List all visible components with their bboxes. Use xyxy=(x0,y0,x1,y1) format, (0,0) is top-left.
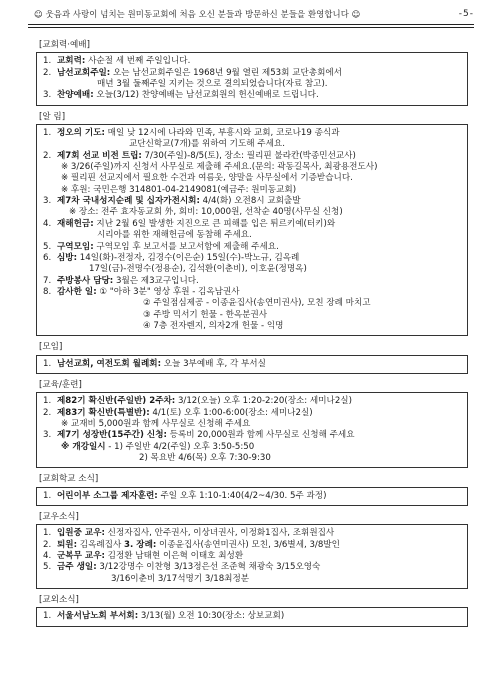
item-text xyxy=(57,128,461,139)
item-text xyxy=(57,551,461,562)
item-number: 4. xyxy=(43,218,52,229)
section-title: [교회학교 소식] xyxy=(39,474,99,485)
list-item xyxy=(43,611,461,622)
content xyxy=(36,40,468,633)
section-meetings xyxy=(36,342,468,374)
item-body: 4/1(토) 오후 1:00-6:00(장소: 세미나2실) xyxy=(149,407,313,418)
item-text xyxy=(57,528,461,539)
item-note: ※ 교재비 5,000원과 함께 사무실로 신청해 주세요 xyxy=(61,418,251,429)
section-title: [알 림] xyxy=(39,111,66,122)
item-number: 4. xyxy=(43,551,52,562)
list-item xyxy=(43,56,461,67)
item-body: 4/4(화) 오전8시 교회출발 xyxy=(199,196,301,207)
section-box xyxy=(36,124,468,336)
list-item xyxy=(43,396,461,407)
item-text xyxy=(57,396,461,407)
list-item xyxy=(43,430,461,441)
thanks-line: ③ 주방 믹서기 헌물 - 한옥분권사 xyxy=(143,309,268,320)
list-item xyxy=(43,562,461,573)
item-body: 주일 오후 1:10-1:40(4/2~4/30. 5주 과정) xyxy=(157,490,327,501)
item-body: 신정자집사, 안주권사, 이상녀권사, 이정화1집사, 조휘원집사 xyxy=(104,528,335,539)
item-continuation: 시리아를 위한 재해헌금에 동참해 주세요. xyxy=(97,230,252,241)
item-label: 심방: xyxy=(57,252,78,263)
item-number: 1. xyxy=(43,56,52,67)
item-label: 제7회 선교 비전 트립: xyxy=(57,150,142,161)
item-number: 7. xyxy=(43,275,52,286)
thanks-line: ① "아하 3분" 영상 후원 - 김옥남권사 xyxy=(99,286,240,297)
item-label: 주방봉사 담당: xyxy=(57,275,114,286)
section-box xyxy=(36,355,468,374)
item-note: ※ 장소: 전주 효자동교회 外, 회비: 10,000원, 선착순 40명(사무실 신청) xyxy=(69,207,343,218)
item-label: 3. 장례: xyxy=(124,539,157,550)
section-title: [교육/훈련] xyxy=(39,379,82,390)
thanks-line: ④ 7층 전자렌지, 의자2개 헌물 - 익명 xyxy=(143,320,284,331)
item-continuation: 매년 3월 둘째주일 지키는 것으로 결의되었습니다(자료 참고). xyxy=(97,79,328,90)
list-item xyxy=(43,276,461,287)
item-number: 3. xyxy=(43,196,52,207)
item-body: 오늘 3부예배 후, 각 부서실 xyxy=(161,358,266,369)
item-text xyxy=(57,287,461,298)
item-body: 구역모임 후 보고서를 보고서함에 제출해 주세요. xyxy=(93,241,279,252)
item-text xyxy=(57,219,461,230)
item-label: 남선교회주일: xyxy=(57,67,111,78)
item-body: 오늘(3/12) 찬양예배는 남선교회원의 헌신예배로 드립니다. xyxy=(93,90,319,101)
section-education xyxy=(36,380,468,468)
item-number: 2. xyxy=(43,407,52,418)
list-item xyxy=(43,287,461,298)
item-number: 1. xyxy=(43,358,52,369)
list-item xyxy=(43,196,461,207)
item-number: 3. xyxy=(43,90,52,101)
schedule-line xyxy=(61,442,461,453)
item-label: 구역모임: xyxy=(57,241,94,252)
item-text xyxy=(57,430,461,441)
header-rule-top xyxy=(28,24,474,25)
item-body: 사순절 세 번째 주일입니다. xyxy=(85,56,191,67)
item-text xyxy=(57,408,461,419)
section-title: [교외소식] xyxy=(39,595,79,606)
item-text xyxy=(57,611,461,622)
item-text xyxy=(57,196,461,207)
item-label: 군복무 교우: xyxy=(57,551,105,562)
list-item xyxy=(43,408,461,419)
section-title: [교우소식] xyxy=(39,512,79,523)
item-number: 2. xyxy=(43,150,52,161)
item-label: 서울서남노회 부서회: xyxy=(57,611,139,622)
section-box xyxy=(36,607,468,626)
list-item xyxy=(43,68,461,79)
list-item xyxy=(43,242,461,253)
item-text xyxy=(57,540,461,551)
header-rule-bottom xyxy=(28,27,474,28)
list-item xyxy=(43,491,461,502)
item-label: 제7기 성장반(15주간) 신청: xyxy=(57,430,167,441)
item-text xyxy=(57,56,461,67)
item-note: ※ 3/26(주일)까지 신청서 사무실로 제출해 주세요.(문의: 곽동길목사, 최광용전도사) xyxy=(61,162,378,173)
item-number: 1. xyxy=(43,128,52,139)
item-number: 1. xyxy=(43,490,52,501)
item-label: 제82기 확신반(주일반) 2주차: xyxy=(57,396,176,407)
header-title: ☺ 웃음과 사랑이 넘치는 원미동교회에 처음 오신 분들과 방문하신 분들을 환영합니다 ☺ xyxy=(34,9,361,20)
schedule-label: ※ 개강일시 xyxy=(61,441,106,452)
item-body: 지난 2월 6일 발생한 지진으로 큰 피해를 입은 튀르키예(터키)와 xyxy=(93,218,336,229)
page-number: -5- xyxy=(458,9,474,19)
section-outside xyxy=(36,595,468,627)
item-continuation: 교단신학교(7개)를 위하여 기도해 주세요. xyxy=(129,139,285,150)
item-label: 제83기 확신반(특별반): xyxy=(57,407,150,418)
item-text xyxy=(57,68,461,79)
item-body: 3/12(오늘) 오후 1:20-2:20(장소: 세미나2실) xyxy=(175,396,352,407)
item-body: 이종윤집사(송연미권사) 모친, 3/6별세, 3/8발인 xyxy=(156,539,340,550)
list-item xyxy=(43,253,461,264)
item-continuation: 17일(금)-전명수(정용순), 김석환(이춘비), 이호윤(정명옥) xyxy=(89,264,307,275)
item-body: 등록비 20,000원과 함께 사무실로 신청해 주세요 xyxy=(166,430,355,441)
section-notices xyxy=(36,112,468,337)
schedule-item: - 1) 주일반 4/2(주일) 오후 3:50-5:50 xyxy=(108,441,255,452)
list-item xyxy=(43,540,461,551)
item-body: 3월은 제3교구입니다. xyxy=(113,275,199,286)
item-number: 1. xyxy=(43,611,52,622)
item-number: 5. xyxy=(43,562,52,573)
item-body: 3/13(월) 오전 10:30(장소: 상보교회) xyxy=(138,611,285,622)
item-note: ※ 필리핀 선교지에서 필요한 수건과 여름옷, 양말을 사무실에서 기증받습니다. xyxy=(61,173,353,184)
item-number: 2. xyxy=(43,539,52,550)
section-school xyxy=(36,474,468,506)
item-note: ※ 후원: 국민은행 314801-04-2149081(예금주: 원미동교회) xyxy=(61,184,297,195)
item-number: 5. xyxy=(43,241,52,252)
section-title: [교회력·예배] xyxy=(39,40,90,50)
section-calendar xyxy=(36,40,468,106)
item-label: 어린이부 소그룹 제자훈련: xyxy=(57,490,158,501)
list-item xyxy=(43,528,461,539)
list-item xyxy=(43,128,461,139)
list-item xyxy=(43,90,461,101)
item-number: 1. xyxy=(43,528,52,539)
item-label: 금주 생일: xyxy=(57,562,97,573)
section-members xyxy=(36,512,468,589)
page-header xyxy=(34,9,474,21)
thanks-line: ② 주일점심제공 - 이종윤집사(송연미권사), 모친 장례 마치고 xyxy=(143,298,371,309)
item-number: 6. xyxy=(43,252,52,263)
item-continuation: 3/16이춘비 3/17석명기 3/18최정분 xyxy=(111,573,250,584)
item-label: 정오의 기도: xyxy=(57,128,105,139)
item-label: 퇴원: xyxy=(57,539,78,550)
item-text xyxy=(57,90,461,101)
list-item xyxy=(43,359,461,370)
item-text xyxy=(57,562,461,573)
section-box xyxy=(36,487,468,506)
item-body: 김옥례집사 xyxy=(77,539,125,550)
schedule-item: 2) 목요반 4/6(목) 오후 7:30-9:30 xyxy=(139,453,271,463)
item-number: 8. xyxy=(43,286,52,297)
item-text xyxy=(57,276,461,287)
item-number: 3. xyxy=(43,430,52,441)
item-text xyxy=(57,491,461,502)
item-body: 14일(화)-전정자, 김경수(이은순) 15일(수)-박노규, 김옥례 xyxy=(77,252,300,263)
item-body: 3/12강명수 이찬형 3/13정은선 조준혁 채광숙 3/15오영숙 xyxy=(96,562,321,573)
item-number: 2. xyxy=(43,67,52,78)
list-item xyxy=(43,151,461,162)
item-label: 찬양예배: xyxy=(57,90,94,101)
item-body: 7/30(주일)-8/5(토), 장소: 필리핀 불라칸(박종민선교사) xyxy=(141,150,356,161)
item-body: 오는 남선교회주일은 1968년 9월 열린 제53회 교단총회에서 xyxy=(110,67,342,78)
list-item xyxy=(43,219,461,230)
item-label: 교회력: xyxy=(57,56,86,67)
section-box xyxy=(36,392,468,468)
item-number: 1. xyxy=(43,396,52,407)
section-title: [모임] xyxy=(39,342,63,353)
item-text xyxy=(57,359,461,370)
item-label: 제7차 국내성지순례 및 십자가전시회: xyxy=(57,196,200,207)
item-text xyxy=(57,242,461,253)
item-label: 입원중 교우: xyxy=(57,528,105,539)
item-label: 감사한 일: xyxy=(57,286,97,297)
item-text xyxy=(57,151,461,162)
item-body: 김정환 남태현 이은혁 이태호 최성환 xyxy=(104,551,244,562)
item-label: 남선교회, 여전도회 월례회: xyxy=(57,358,162,369)
section-box xyxy=(36,524,468,589)
item-text xyxy=(57,253,461,264)
list-item xyxy=(43,551,461,562)
item-body: 매일 낮 12시에 나라와 민족, 부흥시와 교회, 코로나19 종식과 xyxy=(104,128,340,139)
section-box xyxy=(36,52,468,105)
item-label: 재해헌금: xyxy=(57,218,94,229)
